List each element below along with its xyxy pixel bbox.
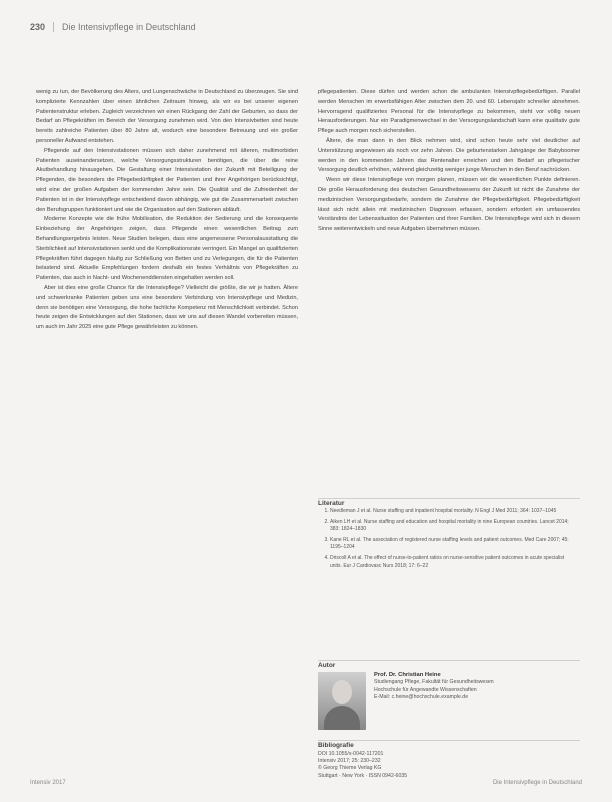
author-line: Hochschule für Angewandte Wissenschaften xyxy=(374,686,477,693)
right-paragraph-2: Ältere, die man dann in den Blick nehmen wird, sind schon heute sehr viel deutlicher auf Unterstützung angewiesen als noch vor zehn Jahren. Die geburtenstarken Jahrgänge der Babyboomer werden in den kommenden Jahren das Rentenalter erreichen und den Bedarf an pflegerischer Versorgung deutlich erhöhen, während gleichzeitig weniger junge Menschen in den Beruf nachrücken. xyxy=(318,137,580,174)
author-line: Studiengang Pflege, Fakultät für Gesundheitswesen xyxy=(374,679,494,686)
page-number: 230 xyxy=(30,22,46,32)
author-name: Prof. Dr. Christian Heine xyxy=(374,672,441,678)
biblio-journal: Intensiv 2017; 25: 230–232 xyxy=(318,758,381,765)
references-title: Literatur xyxy=(318,500,345,507)
biblio-doi: DOI 10.1055/s-0042-117201 xyxy=(318,751,384,757)
page-footer xyxy=(30,780,582,792)
author-divider xyxy=(318,660,580,661)
reference-item: 3. Kane RL et al. The association of registered nurse staffing levels and patient outcomes. Med Care 2007; 45: 1195–1204 xyxy=(330,537,576,552)
left-paragraph-4: Aber ist dies eine große Chance für die Intensivpflege? Vielleicht die größte, die wir je hatten. Ältere und schwerkranke Patienten geben uns eine besondere Verbindung von Intensivpflege und Medizin, denn sie benötigen eine Versorgung, die hohe fachliche Kompetenz mit Menschlichkeit verbindet. Schon heute zeigen die Entwicklungen auf den Stationen, dass wir uns auf diesen Wandel vorbereiten müssen, um auch im Jahr 2025 eine gute Pflege gewährleisten zu können. xyxy=(36,284,298,331)
author-photo xyxy=(318,672,366,730)
references-divider xyxy=(318,498,580,499)
reference-item: 4. Driscoll A et al. The effect of nurse-to-patient ratios on nurse-sensitive patient outcomes in acute specialist units. Eur J Cardiovasc Nurs 2018; 17: 6–22 xyxy=(330,555,576,570)
right-paragraph-3: Wenn wir diese Intensivpflege von morgen planen, müssen wir die wesentlichen Punkte definieren. Die große Herausforderung des deutschen Gesundheitswesens der Zukunft ist nicht die Zunahme der medizinischen Versorgungsbedarfe, sondern die Zunahme der Pflegebedürftigkeit. Pflegebedürftigkeit lässt sich nicht allein mit medizinischen Diagnosen erfassen, sondern erfordert ein umfassendes Verständnis der Lebenssituation der Patienten und ihrer Familien. Die Intensivpflege wird sich in diesem Sinne weiterentwickeln und neue Aufgaben übernehmen müssen. xyxy=(318,177,580,233)
author-info xyxy=(374,672,574,702)
author-box xyxy=(318,672,580,742)
right-column xyxy=(318,88,580,494)
biblio-title: Bibliografie xyxy=(318,742,354,749)
references-list xyxy=(318,508,576,573)
left-paragraph-1: wenig zu tun, der Bevölkerung des Alters, und Lungenschwäche in Deutschland zu überzeugen. Sie sind komplizierte Kennzahlen über einen ähnlichen Zeitraum hinweg, als wir es bei unserer eigenen Patientenstruktur erleben. Zugleich verzeichnen wir einen Rückgang der Zahl der Geburten, so dass der Bedarf an Pflegekräften im Bereich der Versorgung zunehmen wird. Von den Intensivbetten sind heute bereits zahlreiche Patienten über 80 Jahre alt, wodurch eine besondere Betreuung und ein großer personeller Aufwand entstehen. xyxy=(36,89,298,144)
footer-left: Intensiv 2017 xyxy=(30,780,66,786)
footer-right: Die Intensivpflege in Deutschland xyxy=(492,780,582,786)
author-title: Autor xyxy=(318,662,336,669)
header-divider xyxy=(53,22,54,32)
reference-item: 2. Aiken LH et al. Nurse staffing and education and hospital mortality in nine European countries. Lancet 2014; 383: 1824–1830 xyxy=(330,519,576,534)
left-column xyxy=(36,88,298,750)
left-paragraph-2: Pflegende auf den Intensivstationen müssen sich daher zunehmend mit älteren, multimorbiden Patienten auseinandersetzen, welche Versorgungsstrukturen benötigen, die über die reine Akutbehandlung hinausgehen. Die Gestaltung einer Intensivstation der Zukunft mit Beteiligung der Pflegenden, die besonders die Pflegebedürftigkeit der Patienten und ihrer Angehörigen berücksichtigt, wird eine der großen Aufgaben der kommenden Jahre sein. Die Qualität und die Zufriedenheit der Patienten ist in der Intensivpflege entscheidend davon abhängig, wie gut die Zusammenarbeit zwischen den Berufsgruppen funktioniert und wie die Organisation auf den Stationen abläuft. xyxy=(36,147,298,213)
biblio-divider xyxy=(318,740,580,741)
reference-item: 1. Needleman J et al. Nurse staffing and inpatient hospital mortality. N Engl J Med 2011; 364: 1037–1045 xyxy=(330,508,576,516)
running-header xyxy=(30,20,582,34)
author-email: E-Mail: c.heine@hochschule.example.de xyxy=(374,694,469,701)
biblio-issn: Stuttgart · New York · ISSN 0942-6035 xyxy=(318,772,408,779)
right-paragraph-1: pflegepatienten. Diese dürfen und werden schon die ambulanten Intensivpflegebedürftigen. Parallel werden Menschen im erwerbsfähigen Alter zwischen dem 20. und 60. Lebensjahr schneller abnehmen. Hervorragend qualifiziertes Personal für die Intensivpflege zu bekommen, steht vor völlig neuen Herausforderungen. Nur ein Paradigmenwechsel in der Versorgungslandschaft kann eine qualitativ gute Pflege auch morgen noch sicherstellen. xyxy=(318,89,580,135)
left-paragraph-3: Moderne Konzepte wie die frühe Mobilisation, die Reduktion der Sedierung und die konsequente Einbeziehung der Angehörigen zeigen, dass Pflegende einen wesentlichen Beitrag zum Behandlungsergebnis leisten. Neue Studien belegen, dass eine angemessene Personalausstattung die Sterblichkeit auf Intensivstationen senkt und die Komplikationsrate verringert. Ein Mangel an qualifizierten Pflegekräften führt dagegen häufig zur Schließung von Betten und zu Verlegungen, die für die Patienten belastend sind. Aktuelle Empfehlungen fordern deshalb ein festes Verhältnis von Pflegekräften zu Patienten, das auch in Nacht- und Wochenenddiensten eingehalten werden soll. xyxy=(36,216,298,282)
bibliography xyxy=(318,751,580,780)
header-title: Die Intensivpflege in Deutschland xyxy=(62,22,196,32)
biblio-publisher: © Georg Thieme Verlag KG xyxy=(318,765,382,772)
